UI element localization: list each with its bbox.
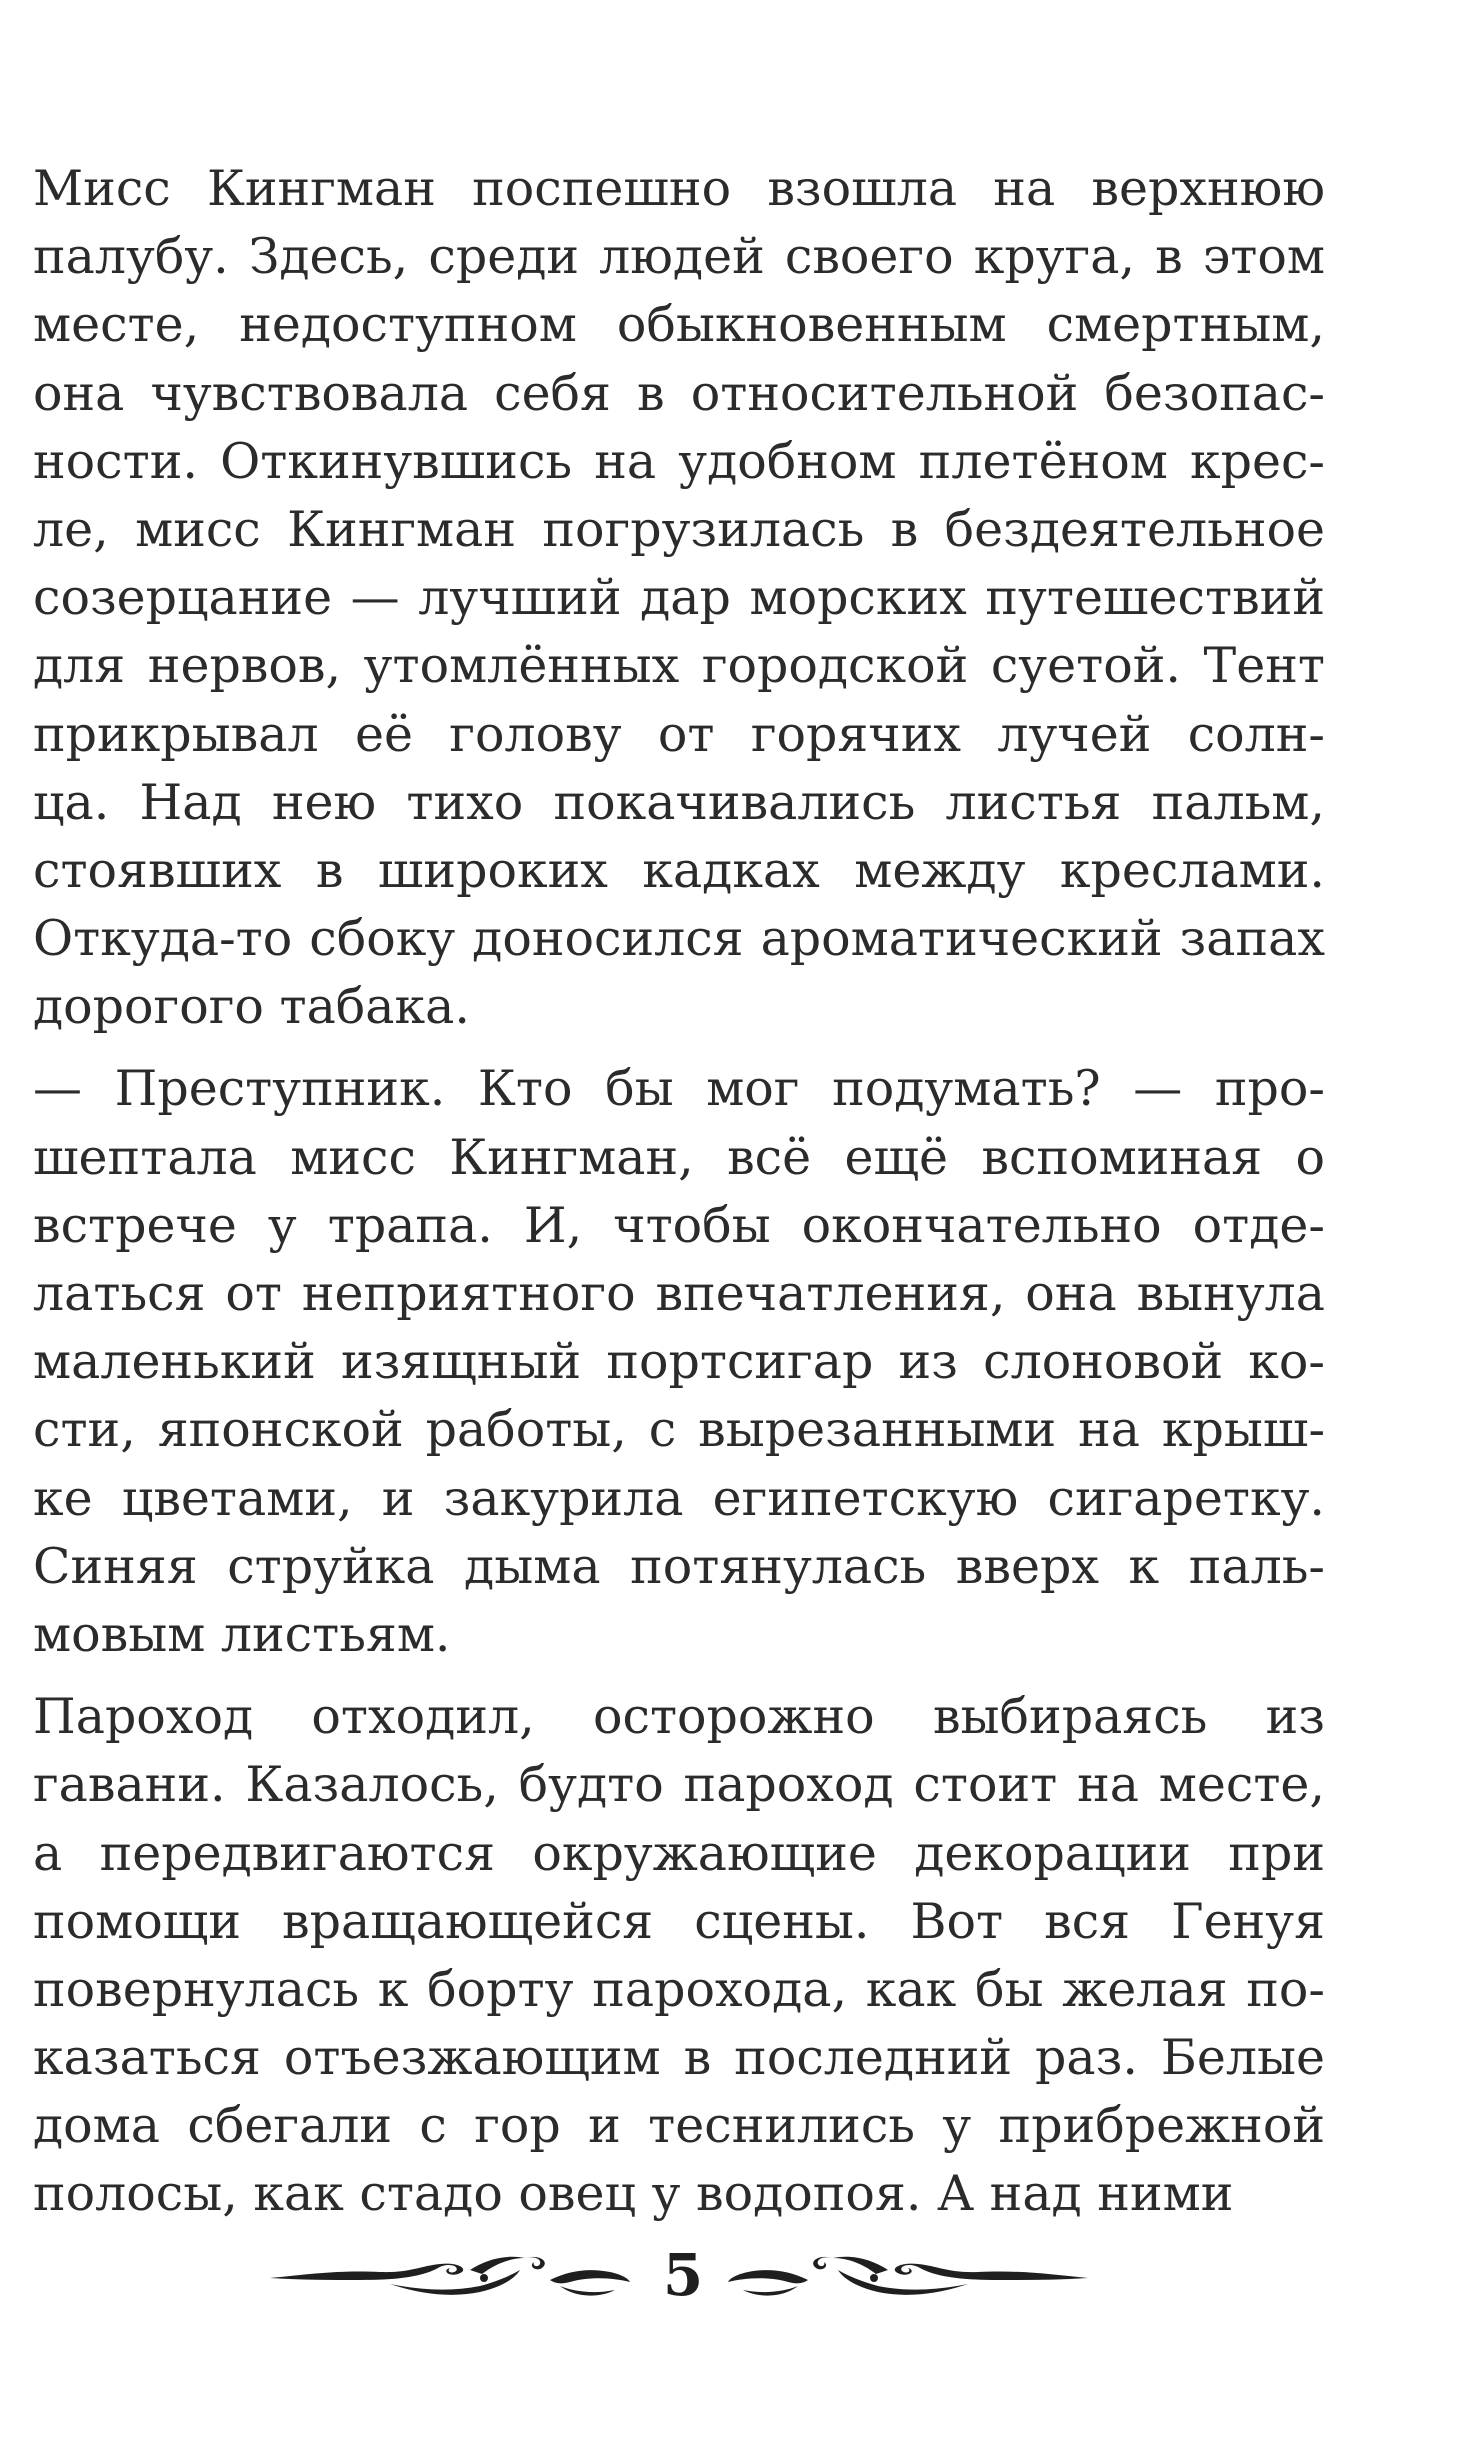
text-line: Синяя струйка дыма потянулась вверх к паль- (33, 1537, 1325, 1595)
text-line: Мисс Кингман поспешно взошла на верхнюю (33, 160, 1325, 217)
text-line: полосы, как стадо овец у водопоя. А над ними (33, 2165, 1234, 2223)
paragraph-gap (33, 1041, 1325, 1055)
text-line: созерцание — лучший дар морских путешествий (33, 569, 1325, 627)
text-line: она чувствовала себя в относительной безопас- (33, 364, 1325, 422)
text-line: дома сбегали с гор и теснились у прибрежной (33, 2097, 1325, 2155)
page-number: 5 (662, 2241, 704, 2309)
text-line: мовым листьям. (33, 1605, 451, 1663)
text-line: ности. Откинувшись на удобном плетёном крес- (33, 432, 1325, 490)
text-line: Откуда-то сбоку доносился ароматический запах (33, 910, 1325, 968)
text-line: маленький изящный портсигар из слоновой ко- (33, 1333, 1325, 1391)
text-line: — Преступник. Кто бы мог подумать? — про- (33, 1060, 1325, 1118)
body-text (33, 155, 1325, 2229)
text-line: сти, японской работы, с вырезанными на крыш- (33, 1401, 1325, 1459)
text-line: ца. Над нею тихо покачивались листья пальм, (33, 773, 1325, 831)
text-line: Пароход отходил, осторожно выбираясь из (33, 1688, 1325, 1746)
text-line: а передвигаются окружающие декорации при (33, 1824, 1325, 1882)
paragraph (33, 155, 1325, 1041)
page-footer (0, 2240, 1484, 2330)
text-line: шептала мисс Кингман, всё ещё вспоминая о (33, 1128, 1325, 1186)
text-line: для нервов, утомлённых городской суетой. Тент (33, 637, 1325, 695)
text-line: ле, мисс Кингман погрузилась в бездеятельное (33, 500, 1325, 558)
text-line: помощи вращающейся сцены. Вот вся Генуя (33, 1892, 1325, 1950)
text-line: ке цветами, и закурила египетскую сигаретку. (33, 1469, 1325, 1527)
text-line: стоявших в широких кадках между креслами. (33, 841, 1325, 899)
text-line: гавани. Казалось, будто пароход стоит на месте, (33, 1756, 1325, 1814)
text-line: встрече у трапа. И, чтобы окончательно отде- (33, 1196, 1325, 1254)
text-line: палубу. Здесь, среди людей своего круга, в этом (33, 228, 1325, 286)
text-line: прикрывал её голову от горячих лучей солн- (33, 705, 1325, 763)
text-line: казаться отъезжающим в последний раз. Белые (33, 2029, 1325, 2087)
paragraph (33, 1683, 1325, 2229)
text-line: дорогого табака. (33, 978, 470, 1036)
paragraph-gap (33, 1669, 1325, 1683)
text-line: латься от неприятного впечатления, она вынула (33, 1265, 1325, 1322)
right-ornament-icon (728, 2240, 1088, 2310)
left-ornament-icon (270, 2240, 630, 2310)
text-line: повернулась к борту парохода, как бы желая по- (33, 1960, 1325, 2018)
text-line: месте, недоступном обыкновенным смертным, (33, 296, 1325, 354)
paragraph (33, 1055, 1325, 1669)
